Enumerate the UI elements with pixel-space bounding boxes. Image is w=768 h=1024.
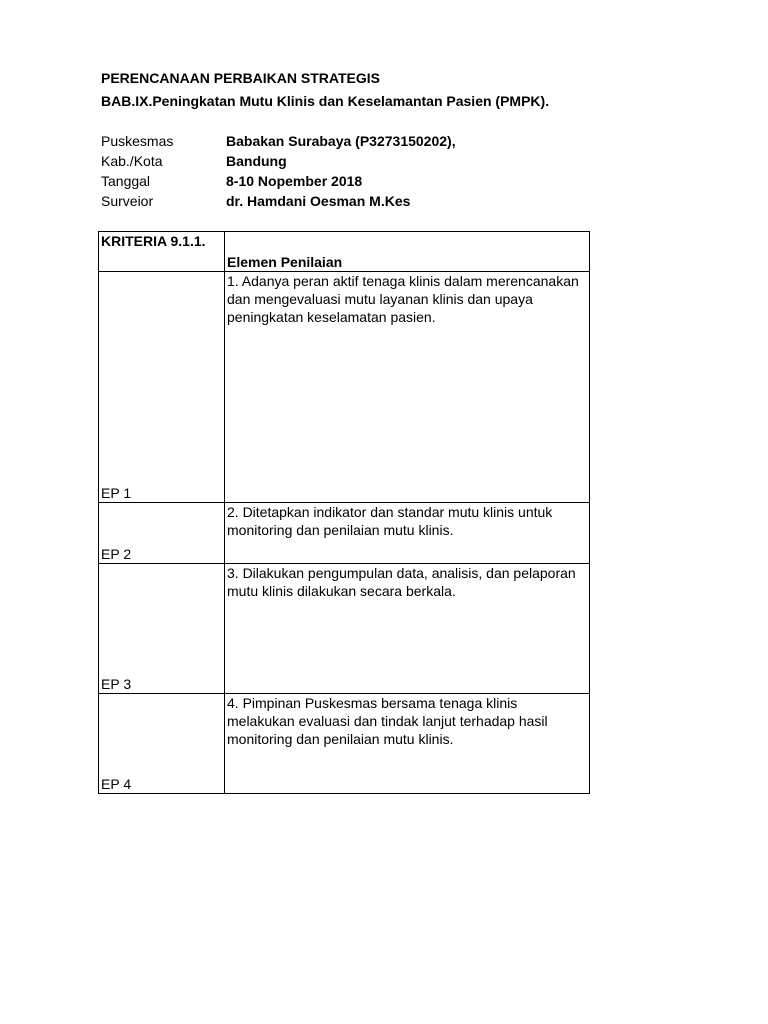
ep-description: 4. Pimpinan Puskesmas bersama tenaga klinis melakukan evaluasi dan tindak lanjut terhadap hasil monitoring dan penilaian mutu klinis. <box>225 694 590 794</box>
ep-label: EP 2 <box>99 503 225 564</box>
info-label: Surveior <box>101 193 154 209</box>
ep-label: EP 4 <box>99 694 225 794</box>
table-row <box>99 564 590 694</box>
info-label: Puskesmas <box>101 133 174 149</box>
table-row <box>99 272 590 503</box>
info-label: Kab./Kota <box>101 153 163 169</box>
info-value: Babakan Surabaya (P3273150202), <box>226 133 456 149</box>
table-header-row <box>99 232 590 272</box>
ep-label: EP 1 <box>99 272 225 503</box>
table-row <box>99 503 590 564</box>
info-value: Bandung <box>226 153 287 169</box>
criteria-label: KRITERIA 9.1.1. <box>99 232 225 272</box>
info-label: Tanggal <box>101 173 151 189</box>
info-value: 8-10 Nopember 2018 <box>226 173 363 189</box>
column-header: Elemen Penilaian <box>225 232 590 272</box>
ep-description: 3. Dilakukan pengumpulan data, analisis, dan pelaporan mutu klinis dilakukan secara berkala. <box>225 564 590 694</box>
info-value: dr. Hamdani Oesman M.Kes <box>226 193 411 209</box>
ep-description: 1. Adanya peran aktif tenaga klinis dalam merencanakan dan mengevaluasi mutu layanan klinis dan upaya peningkatan keselamatan pasien. <box>225 272 590 503</box>
ep-description: 2. Ditetapkan indikator dan standar mutu klinis untuk monitoring dan penilaian mutu klinis. <box>225 503 590 564</box>
table-row <box>99 694 590 794</box>
document-title: PERENCANAAN PERBAIKAN STRATEGIS <box>101 70 380 86</box>
ep-label: EP 3 <box>99 564 225 694</box>
assessment-table <box>98 231 590 794</box>
document-subtitle: BAB.IX.Peningkatan Mutu Klinis dan Keselamantan Pasien (PMPK). <box>101 93 550 109</box>
